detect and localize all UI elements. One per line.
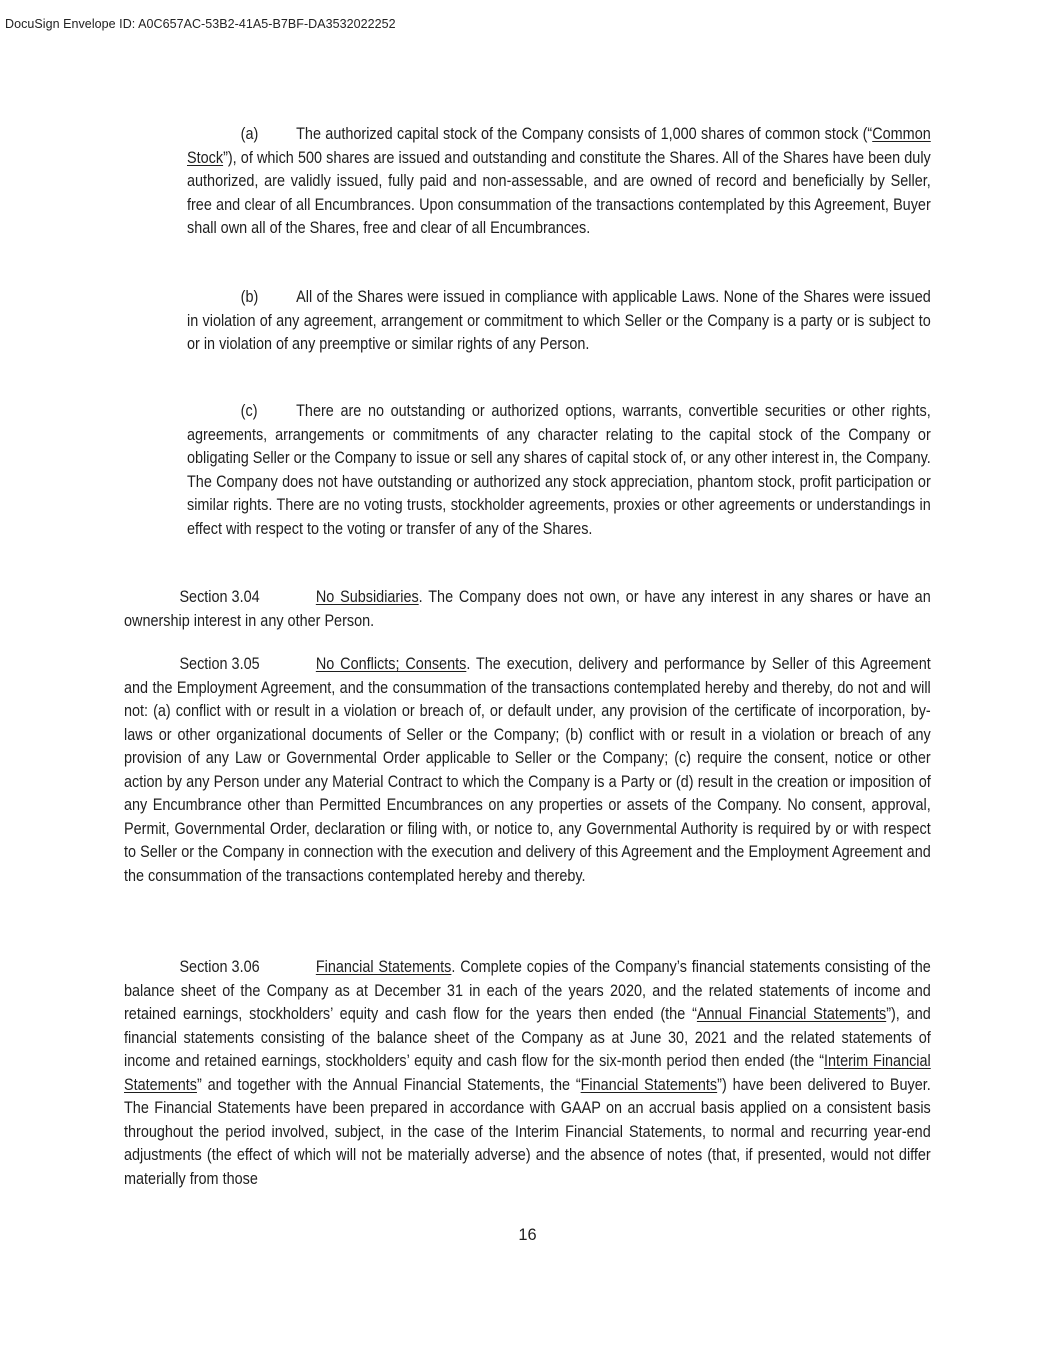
section-3-04 xyxy=(124,586,931,633)
section-text: ” and together with the Annual Financial Statements, the “ xyxy=(196,1075,581,1094)
section-text: . Complete copies of the Company’s financial statements consisting of the balance sheet of the Company as at December 31 in each of the years 2020, and the related statements of income and retained earnings, stockholders’ equity and cash flow for the years then ended (the “ xyxy=(124,958,931,1023)
defined-term-common-stock: Common Stock xyxy=(187,125,931,167)
defined-term-financial-statements: Financial Statements xyxy=(580,1075,718,1094)
defined-term-annual-financial-statements: Annual Financial Statements xyxy=(696,1005,887,1023)
clause-c xyxy=(187,400,931,541)
section-3-06 xyxy=(124,956,931,1191)
clause-a xyxy=(187,123,931,241)
clause-text: There are no outstanding or authorized options, warrants, convertible securities or other rights, agreements, arrangements or commitments of any character relating to the capital stock of the Company or obligating Seller or the Company to issue or sell any shares of capital stock of, or any other interest in, the Company. The Company does not have outstanding or authorized any stock appreciation, phantom stock, profit participation or similar rights. There are no voting trusts, stockholder agreements, proxies or other agreements or understandings in effect with respect to the voting or transfer of any of the Shares. xyxy=(187,402,931,538)
section-number: Section 3.06 xyxy=(179,958,260,976)
section-text: . The Company does not own, or have any interest in any shares or have an ownership interest in any other Person. xyxy=(124,588,931,630)
section-heading: No Conflicts; Consents xyxy=(315,655,467,673)
clause-label: (c) xyxy=(240,402,258,420)
clause-b xyxy=(187,286,931,357)
clause-label: (a) xyxy=(240,125,259,143)
section-number: Section 3.04 xyxy=(179,588,260,606)
section-text: . The execution, delivery and performance by Seller of this Agreement and the Employment Agreement, and the consummation of the transactions contemplated hereby and thereby, do not and will not: (a) conflict with or result in a violation or breach of, or default under, any provision of the certificate of incorporation, by-laws or other organizational documents of Seller or the Company; (b) conflict with or result in a violation or breach of any provision of any Law or Governmental Order applicable to Seller or the Company; (c) require the consent, notice or other action by any Person under any Material Contract to which the Company is a Party or (d) result in the creation or imposition of any Encumbrance other than Permitted Encumbrances on any properties or assets of the Company. No consent, approval, Permit, Governmental Order, declaration or filing with, or notice to, any Governmental Authority is required by or with respect to Seller or the Company in connection with the execution and delivery of this Agreement and the Employment Agreement and the consummation of the transactions contemplated hereby and thereby. xyxy=(124,655,931,885)
section-text: ”), and financial statements consisting of the balance sheet of the Company as at June 30, 2021 and the related statements of income and retained earnings, stockholders’ equity and cash flow for the six-month period then ended (the “ xyxy=(124,1005,931,1070)
clause-text: All of the Shares were issued in compliance with applicable Laws. None of the Shares were issued in violation of any agreement, arrangement or commitment to which Seller or the Company is a party or is subject to or in violation of any preemptive or similar rights of any Person. xyxy=(187,288,931,353)
section-text: ”) have been delivered to Buyer. The Financial Statements have been prepared in accordance with GAAP on an accrual basis applied on a consistent basis throughout the period involved, subject, in the case of the Interim Financial Statements, to normal and recurring year-end adjustments (the effect of which will not be materially adverse) and the absence of notes (that, if presented, would not differ materially from those xyxy=(124,1075,931,1188)
clause-text: The authorized capital stock of the Company consists of 1,000 shares of common stock (“ xyxy=(296,125,873,143)
section-number: Section 3.05 xyxy=(179,655,260,673)
docusign-envelope-id: DocuSign Envelope ID: A0C657AC-53B2-41A5-B7BF-DA3532022252 xyxy=(5,17,396,31)
clause-text: ”), of which 500 shares are issued and outstanding and constitute the Shares. All of the Shares have been duly authorized, are validly issued, fully paid and non-assessable, and are owned of record and beneficially by Seller, free and clear of all Encumbrances. Upon consummation of the transactions contemplated by this Agreement, Buyer shall own all of the Shares, free and clear of all Encumbrances. xyxy=(187,148,931,237)
section-3-05 xyxy=(124,653,931,888)
clause-label: (b) xyxy=(240,288,259,306)
defined-term-interim-financial-statements: Interim Financial Statements xyxy=(124,1052,931,1094)
section-heading: Financial Statements xyxy=(315,958,452,976)
section-heading: No Subsidiaries xyxy=(315,588,419,606)
page-number: 16 xyxy=(518,1226,537,1244)
